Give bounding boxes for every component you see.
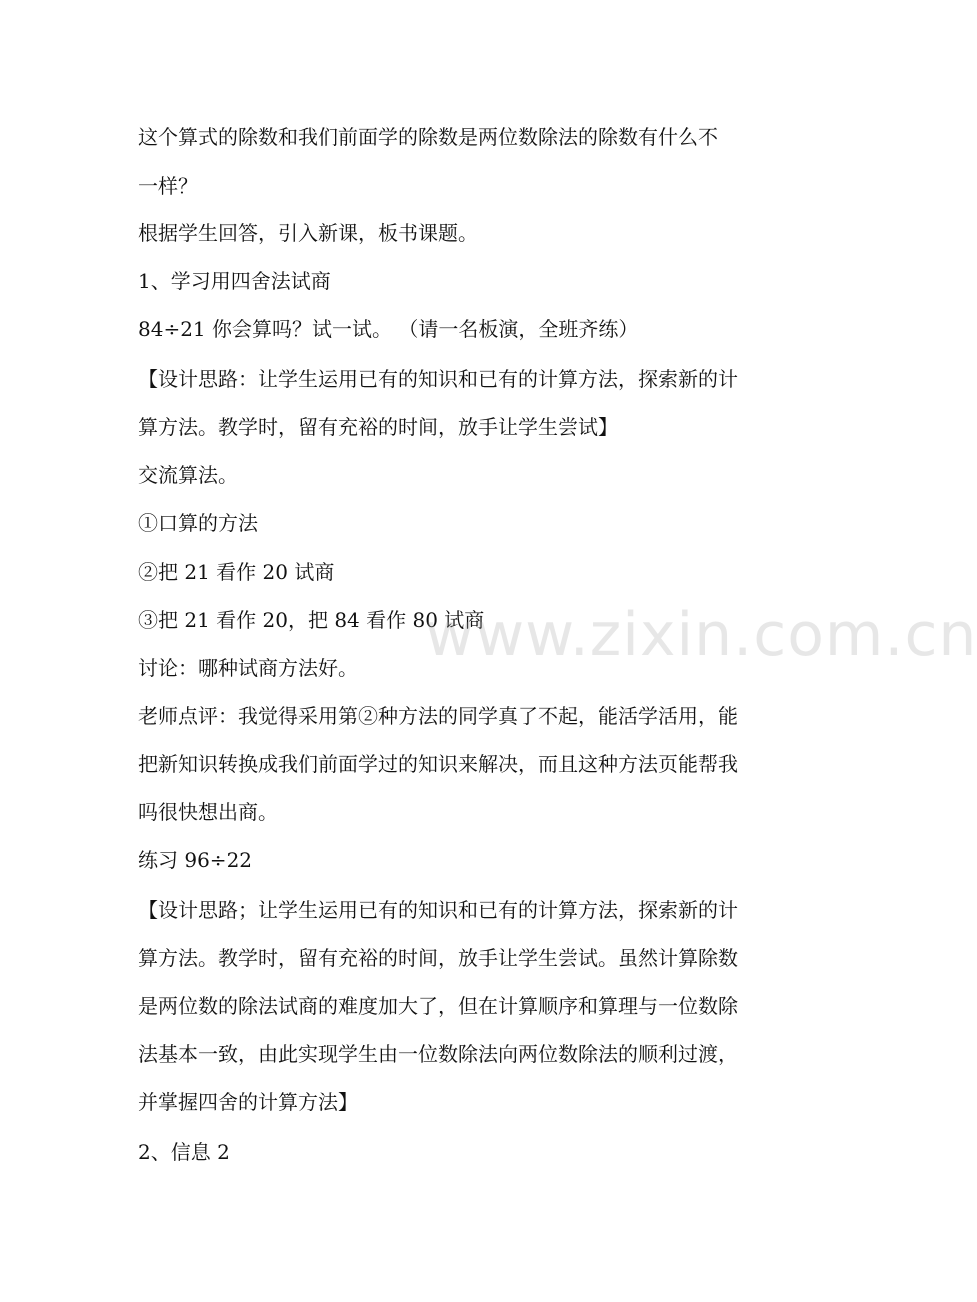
text-line: 交流算法。 — [138, 463, 238, 487]
text-line: 一样？ — [138, 174, 198, 198]
design-note-line: 【设计思路；让学生运用已有的知识和已有的计算方法，探索新的计 — [138, 898, 738, 922]
text-line: 练习 96÷22 — [138, 848, 253, 872]
text-line: 讨论：哪种试商方法好。 — [138, 656, 358, 680]
design-note-line: 是两位数的除法试商的难度加大了，但在计算顺序和算理与一位数除 — [138, 994, 738, 1018]
section-heading: 2、信息 2 — [138, 1140, 230, 1164]
text-line: 吗很快想出商。 — [138, 800, 278, 824]
method-item: ①口算的方法 — [138, 511, 258, 535]
method-item: ③把 21 看作 20，把 84 看作 80 试商 — [138, 608, 485, 632]
text-line: 这个算式的除数和我们前面学的除数是两位数除法的除数有什么不 — [138, 125, 718, 149]
design-note-line: 算方法。教学时，留有充裕的时间，放手让学生尝试。虽然计算除数 — [138, 946, 738, 970]
section-heading: 1、学习用四舍法试商 — [138, 269, 331, 293]
method-item: ②把 21 看作 20 试商 — [138, 560, 335, 584]
design-note-line: 法基本一致，由此实现学生由一位数除法向两位数除法的顺利过渡， — [138, 1042, 738, 1066]
design-note-line: 并掌握四舍的计算方法】 — [138, 1090, 358, 1114]
text-line: 根据学生回答，引入新课，板书课题。 — [138, 221, 478, 245]
design-note-line: 算方法。教学时，留有充裕的时间，放手让学生尝试】 — [138, 415, 618, 439]
text-line: 84÷21 你会算吗？试一试。 （请一名板演，全班齐练） — [138, 317, 639, 341]
text-line: 把新知识转换成我们前面学过的知识来解决，而且这种方法页能帮我 — [138, 752, 738, 776]
design-note-line: 【设计思路：让学生运用已有的知识和已有的计算方法，探索新的计 — [138, 367, 738, 391]
watermark: www.zixin.com.cn — [425, 600, 977, 670]
text-line: 老师点评：我觉得采用第②种方法的同学真了不起，能活学活用，能 — [138, 704, 738, 728]
